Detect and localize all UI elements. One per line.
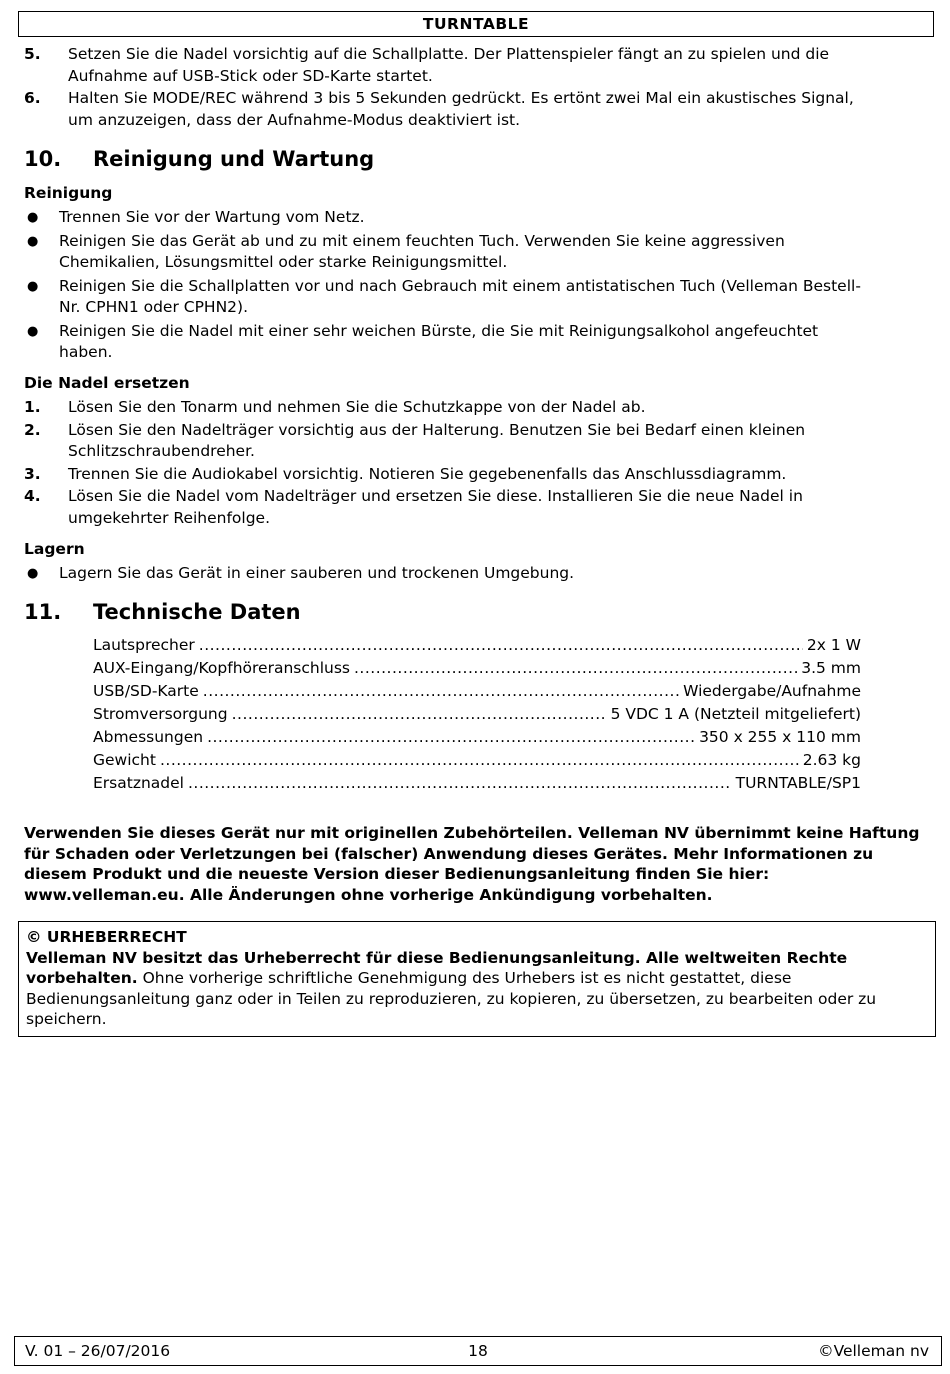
copyright-body (26, 948, 928, 1030)
copyright-text: Ohne vorherige schriftliche Genehmigung des Urhebers ist es nicht gestattet, diese Bedienungsanleitung ganz oder in Teilen zu reproduzieren, zu kopieren, zu übersetzen, zu bearbeiten oder zu speichern. (26, 969, 877, 1028)
page-content (24, 44, 920, 905)
dot-leader (160, 749, 799, 772)
dot-leader (232, 703, 607, 726)
list-item: 6. Halten Sie MODE/REC während 3 bis 5 Sekunden gedrückt. Es ertönt zwei Mal ein akustisches Signal, um anzuzeigen, dass der Aufnahme-Modus deaktiviert ist. (24, 89, 854, 129)
spec-row: Ersatznadel ..... TURNTABLE/SP1 (93, 772, 861, 795)
dot-leader (207, 726, 695, 749)
subheading-cleaning: Reinigung (24, 184, 113, 202)
list-item: ● Reinigen Sie die Schallplatten vor und nach Gebrauch mit einem antistatischen Tuch (Velleman Bestell-Nr. CPHN1 oder CPHN2). (27, 277, 861, 316)
list-item: ● Reinigen Sie das Gerät ab und zu mit einem feuchten Tuch. Verwenden Sie keine aggressiven Chemikalien, Lösungsmittel oder starke Reinigungsmittel. (27, 232, 785, 271)
list-item: ● Lagern Sie das Gerät in einer sauberen und trockenen Umgebung. (27, 564, 575, 582)
footer-version: V. 01 – 26/07/2016 (25, 1342, 171, 1360)
subheading-needle: Die Nadel ersetzen (24, 374, 190, 392)
list-item: ● Trennen Sie vor der Wartung vom Netz. (27, 208, 365, 226)
spec-row: Abmessungen ..... 350 x 255 x 110 mm (93, 726, 861, 749)
dot-leader (203, 680, 679, 703)
copyright-box (18, 921, 936, 1037)
page-header (18, 11, 934, 37)
bullet-icon: ● (27, 324, 39, 339)
section-heading: 11. Technische Daten (24, 600, 301, 624)
spec-row: Gewicht ..... 2.63 kg (93, 749, 861, 772)
copyright-bold-text: Velleman NV besitzt das Urheberrecht für diese Bedienungsanleitung. Alle weltweiten Rechte vorbehalten. (26, 948, 848, 987)
spec-row: AUX-Eingang/Kopfhöreranschluss ..... 3.5 mm (93, 657, 861, 680)
bullet-icon: ● (27, 210, 39, 225)
spec-row: Stromversorgung ..... 5 VDC 1 A (Netzteil mitgeliefert) (93, 703, 861, 726)
page-footer (14, 1336, 942, 1366)
subheading-storage: Lagern (24, 540, 85, 558)
spec-row: USB/SD-Karte ..... Wiedergabe/Aufnahme (93, 680, 861, 703)
storage-list (24, 563, 864, 584)
header-title: TURNTABLE (422, 15, 530, 33)
list-item: 2. Lösen Sie den Nadelträger vorsichtig aus der Halterung. Benutzen Sie bei Bedarf einen kleinen Schlitzschraubendreher. (24, 420, 806, 460)
list-item: 4. Lösen Sie die Nadel vom Nadelträger und ersetzen Sie diese. Installieren Sie die neue Nadel in umgekehrter Reihenfolge. (24, 487, 803, 527)
disclaimer: Verwenden Sie dieses Gerät nur mit originellen Zubehörteilen. Velleman NV übernimmt keine Haftung für Schaden oder Verletzungen bei (falscher) Anwendung dieses Gerätes. Mehr Informationen zu diesem Produkt und die neueste Version dieser Bedienungsanleitung finden Sie hier: www.velleman.eu. Alle Änderungen ohne vorherige Ankündigung vorbehalten. (24, 824, 920, 904)
section-heading: 10. Reinigung und Wartung (24, 147, 375, 171)
cleaning-list (24, 207, 864, 363)
footer-page-number: 18 (468, 1342, 488, 1360)
list-item: 3. Trennen Sie die Audiokabel vorsichtig. Notieren Sie gegebenenfalls das Anschlussdiagramm. (24, 464, 787, 483)
list-item: ● Reinigen Sie die Nadel mit einer sehr weichen Bürste, die Sie mit Reinigungsalkohol angefeuchtet haben. (27, 322, 819, 361)
spec-row: Lautsprecher ..... 2x 1 W (93, 634, 861, 657)
dot-leader (199, 634, 803, 657)
footer-company: ©Velleman nv (818, 1342, 929, 1360)
copyright-title: © URHEBERRECHT (26, 928, 187, 946)
dot-leader (354, 657, 797, 680)
list-item: 1. Lösen Sie den Tonarm und nehmen Sie die Schutzkappe von der Nadel ab. (24, 398, 646, 416)
dot-leader (188, 772, 732, 795)
bullet-icon: ● (27, 234, 39, 249)
spec-table (93, 634, 861, 795)
needle-steps-list (24, 397, 864, 529)
bullet-icon: ● (27, 566, 39, 581)
continued-steps-list (24, 44, 864, 131)
bullet-icon: ● (27, 279, 39, 294)
list-item: 5. Setzen Sie die Nadel vorsichtig auf die Schallplatte. Der Plattenspieler fängt an zu spielen und die Aufnahme auf USB-Stick oder SD-Karte startet. (24, 45, 830, 85)
